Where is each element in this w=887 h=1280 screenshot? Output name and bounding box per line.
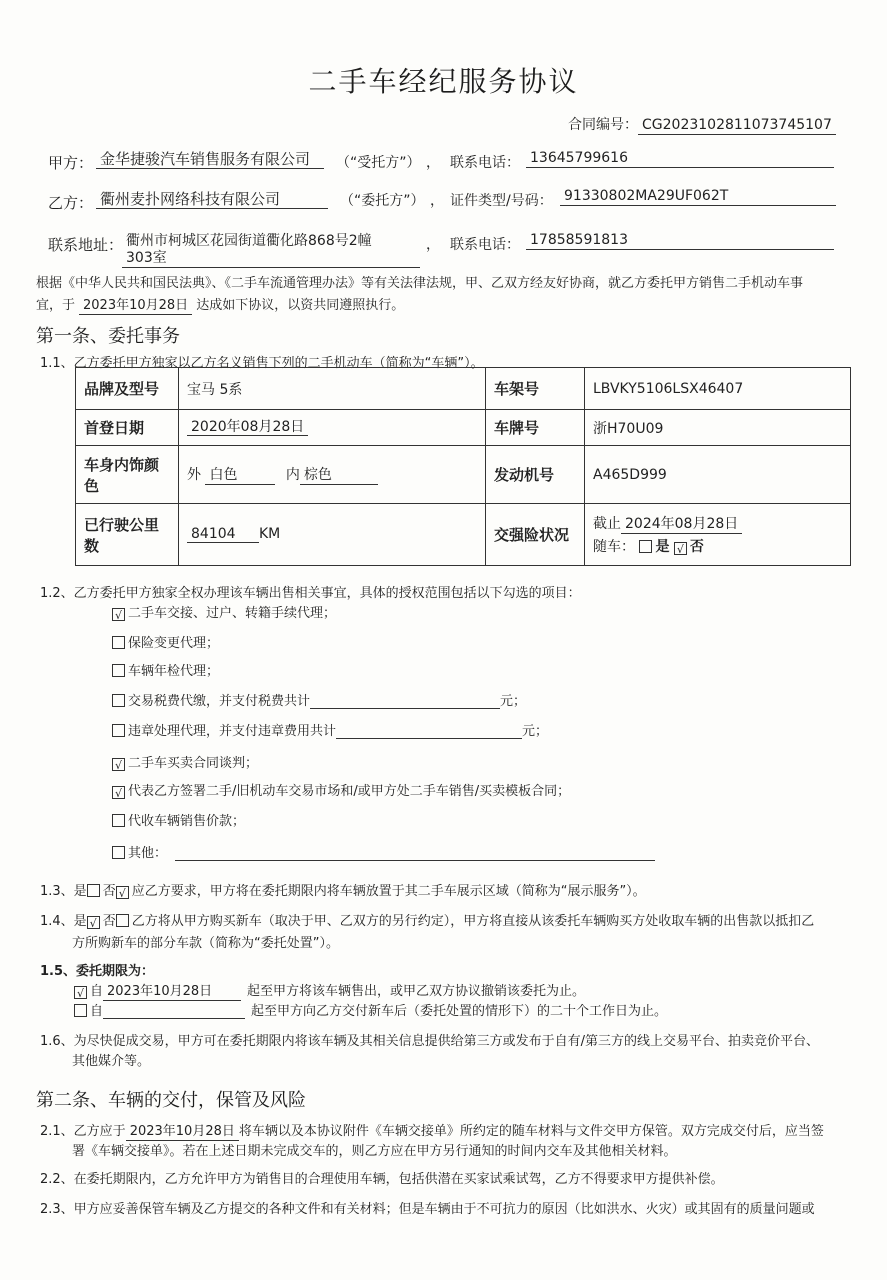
party-b-phone: 17858591813 xyxy=(526,232,834,250)
registration-date-value: 2020年08月28日 xyxy=(187,419,308,437)
option-item: 代收车辆销售价款； xyxy=(112,810,245,829)
color-label: 车身内饰颜色 xyxy=(76,446,179,504)
address-comma: ， xyxy=(426,237,440,253)
section-2-title: 第二条、车辆的交付，保管及风险 xyxy=(36,1090,306,1111)
option-item: √ 代表乙方签署二手/旧机动车交易市场和/或甲方处二手车销售/买卖模板合同； xyxy=(112,780,570,799)
term-b-checkbox[interactable] xyxy=(74,1004,87,1017)
intro-line-1: 根据《中华人民共和国民法典》、《二手车流通管理办法》等有关法律法规，甲、乙双方经友好协商，就乙方委托甲方销售二手机动车事 xyxy=(36,276,804,291)
plate-value: 浙H70U09 xyxy=(585,410,851,446)
interior-color: 棕色 xyxy=(300,467,378,485)
party-b-id-label: 证件类型/号码： xyxy=(450,193,553,209)
clause-1-3: 1.3、是 否 √ 应乙方要求，甲方将在委托期限内将车辆放置于其二手车展示区域（简称为“展示服务”）。 xyxy=(40,884,646,900)
insurance-until: 2024年08月28日 xyxy=(621,516,742,534)
engine-label: 发动机号 xyxy=(486,446,585,504)
address-label: 联系地址： xyxy=(48,236,124,254)
party-b-name: 衢州麦扑网络科技有限公司 xyxy=(96,190,328,209)
clause-2-1-cont: 署《车辆交接单》。若在上述日期未完成交车的，则乙方应在甲方另行通知的时间内交车及其他相关材料。 xyxy=(72,1144,677,1159)
disposal-yes-checkbox[interactable]: √ xyxy=(87,916,100,929)
option-checkbox[interactable] xyxy=(112,724,125,737)
insurance-cell: 截止 2024年08月28日 随车： 是 √ 否 xyxy=(585,504,851,566)
party-a-name: 金华捷骏汽车销售服务有限公司 xyxy=(96,150,324,169)
address-line-1: 衢州市柯城区花园街道衢化路868号2幢 xyxy=(126,233,372,249)
option-item: 交易税费代缴，并支付税费共计 元； xyxy=(112,690,526,709)
tax-amount-blank[interactable] xyxy=(310,694,500,709)
color-cell: 外 白色 内 棕色 xyxy=(179,446,486,504)
option-checkbox[interactable] xyxy=(112,814,125,827)
term-start-date: 2023年10月28日 xyxy=(103,984,241,1001)
vin-value: LBVKY5106LSX46407 xyxy=(585,368,851,410)
plate-label: 车牌号 xyxy=(486,410,585,446)
option-checkbox[interactable]: √ xyxy=(112,608,125,621)
vin-label: 车架号 xyxy=(486,368,585,410)
party-b-label: 乙方： xyxy=(48,194,94,212)
vehicle-table xyxy=(75,367,851,566)
violation-amount-blank[interactable] xyxy=(336,724,522,739)
contract-number-label: 合同编号： xyxy=(568,117,638,133)
other-blank[interactable] xyxy=(175,846,655,861)
clause-1-6: 1.6、为尽快促成交易，甲方可在委托期限内将该车辆及其相关信息提供给第三方或发布于自有/第三方的线上交易平台、拍卖竞价平台、 xyxy=(40,1034,820,1049)
clause-2-3: 2.3、甲方应妥善保管车辆及乙方提交的各种文件和有关材料；但是车辆由于不可抗力的原因（比如洪水、火灾）或其固有的质量问题或 xyxy=(40,1202,815,1217)
option-checkbox[interactable]: √ xyxy=(112,786,125,799)
clause-1-2: 1.2、乙方委托甲方独家全权办理该车辆出售相关事宜，具体的授权范围包括以下勾选的项目： xyxy=(40,586,581,601)
registration-date-label: 首登日期 xyxy=(76,410,179,446)
clause-2-2: 2.2、在委托期限内，乙方允许甲方为销售目的合理使用车辆，包括供潜在买家试乘试驾，乙方不得要求甲方提供补偿。 xyxy=(40,1172,724,1187)
option-item: 车辆年检代理； xyxy=(112,660,219,679)
clause-1-5: 1.5、委托期限为： xyxy=(40,964,155,979)
display-yes-checkbox[interactable] xyxy=(87,884,100,897)
option-checkbox[interactable] xyxy=(112,636,125,649)
option-checkbox[interactable] xyxy=(112,664,125,677)
party-a-phone-label: 联系电话： xyxy=(450,155,520,171)
option-item: √ 二手车交接、过户、转籍手续代理； xyxy=(112,602,336,621)
clause-1-1: 1.1、乙方委托甲方独家以乙方名义销售下列的二手机动车（简称为“车辆”）。 xyxy=(40,356,484,371)
option-checkbox[interactable] xyxy=(112,694,125,707)
display-no-checkbox[interactable]: √ xyxy=(116,886,129,899)
party-a-phone: 13645799616 xyxy=(526,150,834,168)
option-checkbox[interactable] xyxy=(112,846,125,859)
option-checkbox[interactable]: √ xyxy=(112,758,125,771)
option-item: √ 二手车买卖合同谈判； xyxy=(112,752,258,771)
option-item: 违章处理代理，并支付违章费用共计 元； xyxy=(112,720,548,739)
delivery-date: 2023年10月28日 xyxy=(126,1124,239,1141)
clause-1-6-cont: 其他媒介等。 xyxy=(72,1054,151,1069)
term-option-b: 自 起至甲方向乙方交付新车后（委托处置的情形下）的二十个工作日为止。 xyxy=(74,1000,667,1019)
engine-value: A465D999 xyxy=(585,446,851,504)
option-item: 保险变更代理； xyxy=(112,632,219,651)
option-item: 其他： xyxy=(112,842,655,861)
term-b-date-blank[interactable] xyxy=(103,1004,245,1019)
insurance-label: 交强险状况 xyxy=(486,504,585,566)
party-b-role: （“委托方”） xyxy=(340,193,425,209)
document-title: 二手车经纪服务协议 xyxy=(308,65,579,98)
clause-2-1: 2.1、乙方应于 2023年10月28日 将车辆以及本协议附件《车辆交接单》所约定的随车材料与文件交甲方保管。双方完成交付后，应当签 xyxy=(40,1124,824,1139)
mileage-cell: 84104 KM xyxy=(179,504,486,566)
insurance-no-checkbox[interactable]: √ xyxy=(674,542,687,555)
clause-1-4-cont: 方所购新车的部分车款（简称为“委托处置”）。 xyxy=(72,936,339,951)
party-b-phone-label: 联系电话： xyxy=(450,237,520,253)
party-a-label: 甲方： xyxy=(48,154,94,172)
term-option-a: √ 自 2023年10月28日 起至甲方将该车辆售出，或甲乙双方协议撤销该委托为止。 xyxy=(74,980,585,1001)
party-a-comma: ， xyxy=(426,155,440,171)
brand-label: 品牌及型号 xyxy=(76,368,179,410)
contract-number-value: CG2023102811073745107 xyxy=(638,117,836,135)
intro-line-2: 宜，于 2023年10月28日 达成如下协议，以资共同遵照执行。 xyxy=(36,298,405,313)
brand-value: 宝马 5系 xyxy=(179,368,486,410)
clause-1-4: 1.4、是 √ 否 乙方将从甲方购买新车（取决于甲、乙双方的另行约定），甲方将直接从该委托车辆购买方处收取车辆的出售款以抵扣乙 xyxy=(40,914,815,930)
insurance-yes-checkbox[interactable] xyxy=(639,540,652,553)
mileage-value: 84104 xyxy=(187,526,259,544)
disposal-no-checkbox[interactable] xyxy=(116,914,129,927)
party-a-role: （“受托方”） xyxy=(336,155,421,171)
section-1-title: 第一条、委托事务 xyxy=(36,326,180,347)
exterior-color: 白色 xyxy=(205,467,275,485)
mileage-label: 已行驶公里数 xyxy=(76,504,179,566)
agreement-date: 2023年10月28日 xyxy=(79,298,192,315)
party-b-id: 91330802MA29UF062T xyxy=(560,188,836,206)
term-a-checkbox[interactable]: √ xyxy=(74,986,87,999)
address-line-2: 303室 xyxy=(122,250,420,268)
party-b-comma: ， xyxy=(430,193,444,209)
contract-number-row xyxy=(568,114,836,135)
